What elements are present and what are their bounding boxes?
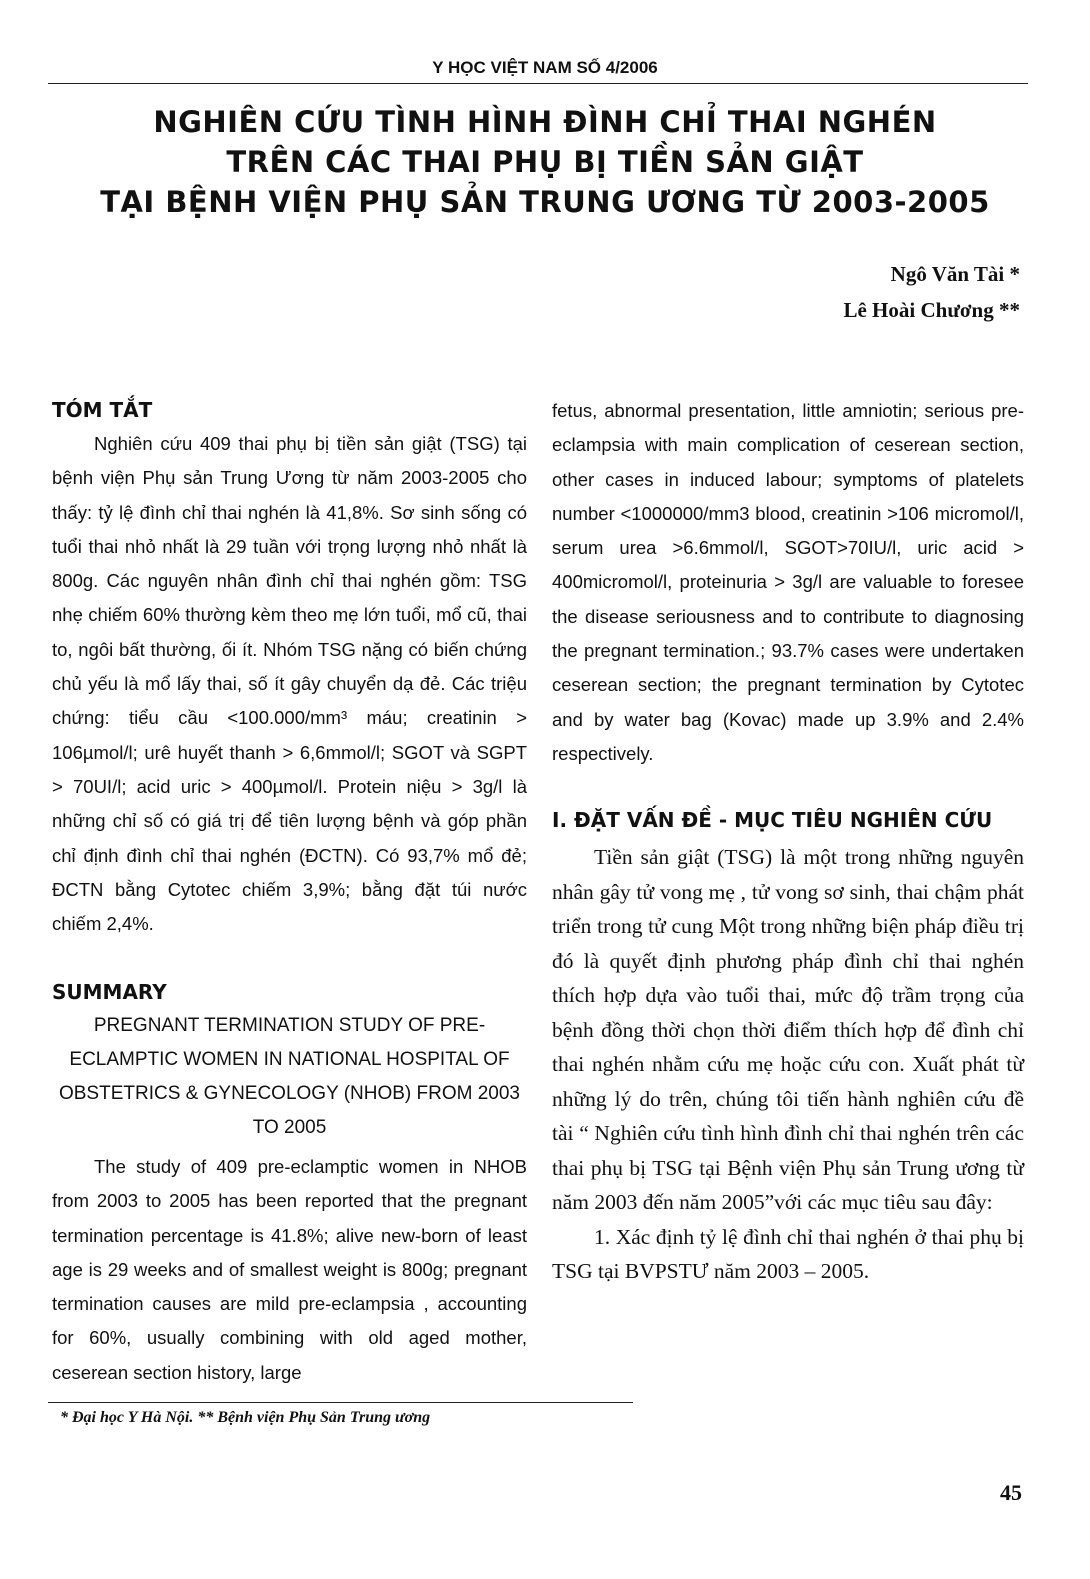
section-1-paragraph-2: 1. Xác định tỷ lệ đình chỉ thai nghén ở thai phụ bị TSG tại BVPSTƯ năm 2003 – 2005. <box>552 1224 1024 1283</box>
summary-body-part-2 <box>552 394 1024 771</box>
author-1: Ngô Văn Tài * <box>890 262 1020 286</box>
abstract-vi-body <box>52 427 527 941</box>
section-1-heading: I. ĐẶT VẤN ĐỀ - MỤC TIÊU NGHIÊN CỨU <box>552 808 993 832</box>
summary-text-part-1: The study of 409 pre-eclamptic women in NHOB from 2003 to 2005 has been reported that the pregnant termination percentage is 41.8%; alive new-born of least age is 29 weeks and of smallest weight is 800g; pregnant termination causes are mild pre-eclampsia , accounting for 60%, usually combining with old aged mother, ceserean section history, large <box>52 1156 527 1383</box>
footnote-rule <box>48 1402 633 1403</box>
article-title-line-1: NGHIÊN CỨU TÌNH HÌNH ĐÌNH CHỈ THAI NGHÉN <box>153 105 937 139</box>
page-number: 45 <box>1000 1480 1022 1505</box>
footnote: * Đại học Y Hà Nội. ** Bệnh viện Phụ Sản Trung ương <box>60 1409 431 1426</box>
article-title-line-3: TẠI BỆNH VIỆN PHỤ SẢN TRUNG ƯƠNG TỪ 2003-2005 <box>100 185 990 219</box>
article-title-line-2: TRÊN CÁC THAI PHỤ BỊ TIỀN SẢN GIẬT <box>226 145 864 179</box>
summary-body-part-1 <box>52 1150 527 1390</box>
section-1-paragraph-1: Tiền sản giật (TSG) là một trong những nguyên nhân gây tử vong mẹ , tử vong sơ sinh, thai chậm phát triển trong tử cung Một trong những biện pháp điều trị đó là quyết định phương pháp đình chỉ thai nghén thích hợp dựa vào tuổi thai, mức độ trầm trọng của bệnh đồng thời chọn thời điểm thích hợp để đình chỉ thai nghén nhằm cứu mẹ hoặc cứu con. Xuất phát từ những lý do trên, chúng tôi tiến hành nghiên cứu đề tài “ Nghiên cứu tình hình đình chỉ thai nghén trên các thai phụ bị TSG tại Bệnh viện Phụ sản Trung ương từ năm 2003 đến năm 2005”với các mục tiêu sau đây: <box>552 845 1024 1214</box>
author-2: Lê Hoài Chương ** <box>843 298 1020 322</box>
summary-heading: SUMMARY <box>52 980 167 1004</box>
abstract-vi-text: Nghiên cứu 409 thai phụ bị tiền sản giật (TSG) tại bệnh viện Phụ sản Trung Ương từ năm 2003-2005 cho thấy: tỷ lệ đình chỉ thai nghén là 41,8%. Sơ sinh sống có tuổi thai nhỏ nhất là 29 tuần với trọng lượng nhỏ nhất là 800g. Các nguyên nhân đình chỉ thai nghén gồm: TSG nhẹ chiếm 60% thường kèm theo mẹ lớn tuổi, mổ cũ, thai to, ngôi bất thường, ối ít. Nhóm TSG nặng có biến chứng chủ yếu là mổ lấy thai, số ít gây chuyển dạ đẻ. Các triệu chứng: tiểu cầu <100.000/mm³ máu; creatinin > 106µmol/l; urê huyết thanh > 6,6mmol/l; SGOT và SGPT > 70UI/l; acid uric > 400µmol/l. Protein niệu > 3g/l là những chỉ số có giá trị để tiên lượng bệnh và góp phần chỉ định đình chỉ thai nghén (ĐCTN). Có 93,7% mổ đẻ; ĐCTN bằng Cytotec chiếm 3,9%; bằng đặt túi nước chiếm 2,4%. <box>52 433 527 935</box>
section-1-body <box>552 840 1024 1289</box>
journal-header: Y HỌC VIỆT NAM SỐ 4/2006 <box>432 58 658 77</box>
header-rule <box>48 83 1028 84</box>
summary-text-part-2: fetus, abnormal presentation, little amniotin; serious pre-eclampsia with main complication of ceserean section, other cases in induced labour; symptoms of platelets number <1000000/mm3 blood, creatinin >106 micromol/l, serum urea >6.6mmol/l, SGOT>70IU/l, uric acid > 400micromol/l, proteinuria > 3g/l are valuable to foresee the disease seriousness and to contribute to diagnosing the pregnant termination.; 93.7% cases were undertaken ceserean section; the pregnant termination by Cytotec and by water bag (Kovac) made up 3.9% and 2.4% respectively. <box>552 400 1024 764</box>
summary-title: PREGNANT TERMINATION STUDY OF PRE-ECLAMPTIC WOMEN IN NATIONAL HOSPITAL OF OBSTETRICS & GYNECOLOGY (NHOB) FROM 2003 TO 2005 <box>58 1015 521 1138</box>
abstract-vi-heading: TÓM TẮT <box>52 398 153 422</box>
